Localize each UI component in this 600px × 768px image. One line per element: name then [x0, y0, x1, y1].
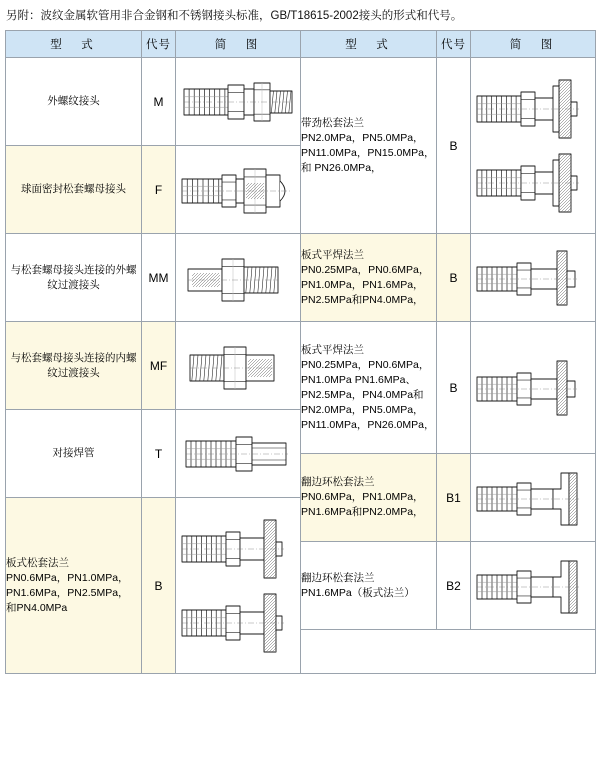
- fitting-type-label: 翻边环松套法兰 PN1.6MPa（板式法兰）: [301, 571, 415, 599]
- fitting-type-cell: [301, 454, 437, 542]
- header-type-left: 型 式: [6, 31, 142, 58]
- table-header: [6, 31, 596, 58]
- header-code-left: 代号: [142, 31, 176, 58]
- fitting-type-label: 对接焊管: [52, 447, 95, 459]
- page-caption: 另附：波纹金属软管用非合金钢和不锈钢接头标准，GB/T18615-2002接头的形式和代号。: [6, 10, 463, 22]
- header-figure-right: 简 图: [471, 31, 596, 58]
- fitting-type-cell: [6, 498, 142, 674]
- fitting-figure-cell: [471, 234, 596, 322]
- fitting-type-cell: [301, 542, 437, 630]
- fitting-figure-cell: [471, 542, 596, 630]
- fitting-type-label: 带劲松套法兰 PN2.0MPa，PN5.0MPa， PN11.0MPa，PN15.0MPa， 和 PN26.0MPa，: [301, 116, 435, 174]
- fitting-type-label: 板式平焊法兰 PN0.25MPa，PN0.6MPa， PN1.0MPa，PN1.6MPa， PN2.5MPa和PN4.0MPa，: [301, 248, 430, 306]
- header-code-right: 代号: [437, 31, 471, 58]
- fitting-figure-cell: [176, 146, 301, 234]
- fitting-type-cell: [6, 146, 142, 234]
- fitting-type-label: 翻边环松套法兰 PN0.6MPa，PN1.0MPa， PN1.6MPa和PN2.0MPa，: [301, 476, 424, 518]
- fitting-figure-cell: [176, 322, 301, 410]
- fitting-type-label: 板式松套法兰 PN0.6MPa，PN1.0MPa， PN1.6MPa，PN2.5MPa， 和PN4.0MPa: [6, 556, 129, 614]
- fitting-code-cell: B: [142, 498, 176, 674]
- fitting-type-cell: [301, 234, 437, 322]
- fitting-type-label: 与松套螺母接头连接的外螺纹过渡接头: [10, 263, 137, 291]
- fitting-type-cell: [301, 322, 437, 454]
- fitting-figure-cell: [176, 410, 301, 498]
- fitting-code-cell: B: [437, 322, 471, 454]
- table-row: [6, 58, 596, 102]
- fitting-type-label: 与松套螺母接头连接的内螺纹过渡接头: [10, 351, 137, 379]
- fittings-table: [5, 30, 596, 674]
- fitting-code-cell: MF: [142, 322, 176, 410]
- table-row: [6, 234, 596, 278]
- fitting-type-cell: [301, 58, 437, 234]
- fitting-figure-cell: [176, 58, 301, 146]
- fitting-type-cell: [6, 410, 142, 498]
- table-row: [6, 322, 596, 366]
- fitting-code-cell: B: [437, 58, 471, 234]
- fitting-type-cell: [6, 322, 142, 410]
- fitting-code-cell: MM: [142, 234, 176, 322]
- fitting-figure-cell: [176, 498, 301, 674]
- fitting-type-label: 球面密封松套螺母接头: [21, 183, 126, 195]
- fitting-figure-cell: [471, 58, 596, 234]
- header-type-right: 型 式: [301, 31, 437, 58]
- fitting-code-cell: M: [142, 58, 176, 146]
- fitting-code-cell: B2: [437, 542, 471, 630]
- fitting-type-label: 外螺纹接头: [47, 95, 100, 107]
- fitting-figure-cell: [471, 454, 596, 542]
- fitting-type-cell: [6, 58, 142, 146]
- fitting-code-cell: B: [437, 234, 471, 322]
- fitting-type-label: 板式平焊法兰 PN0.25MPa，PN0.6MPa， PN1.0MPa PN1.6MPa、 PN2.5MPa，PN4.0MPa和 PN2.0MPa，PN5.0MPa， PN11.0MPa，PN26.0MPa，: [301, 343, 435, 431]
- table-body: [6, 58, 596, 674]
- fitting-type-cell: [6, 234, 142, 322]
- fitting-code-cell: T: [142, 410, 176, 498]
- fitting-code-cell: F: [142, 146, 176, 234]
- fitting-figure-cell: [176, 234, 301, 322]
- fitting-figure-cell: [471, 322, 596, 454]
- header-figure-left: 简 图: [176, 31, 301, 58]
- fitting-code-cell: B1: [437, 454, 471, 542]
